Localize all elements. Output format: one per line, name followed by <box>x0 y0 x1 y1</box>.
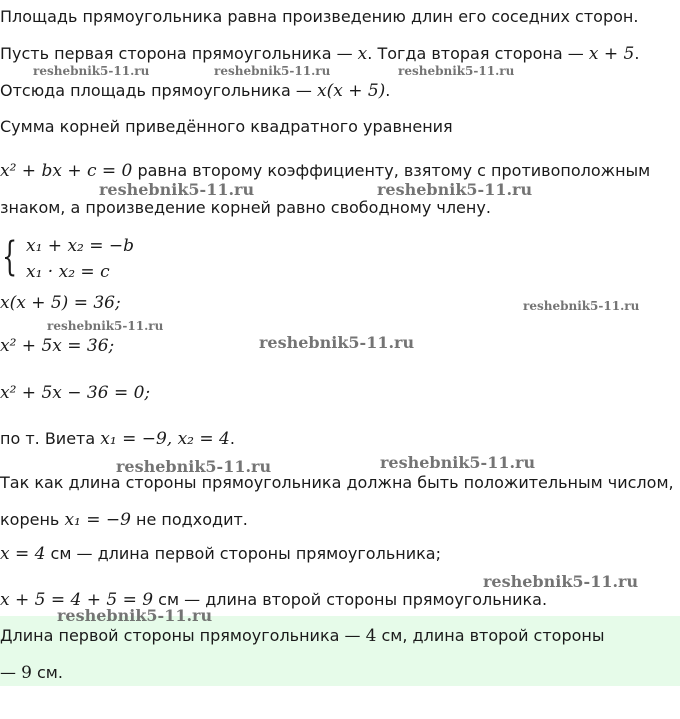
math-first-side: x = 4 <box>0 544 46 564</box>
math-roots: x₁ = −9, x₂ = 4 <box>100 429 230 449</box>
watermark: reshebnik5-11.ru <box>116 457 272 476</box>
math-equation-3: x² + 5x − 36 = 0; <box>0 383 151 403</box>
math-equation-1: x(x + 5) = 36; <box>0 293 121 313</box>
watermark: reshebnik5-11.ru <box>99 180 255 199</box>
text-fragment: корень <box>0 510 65 529</box>
text-fragment: см, длина второй стороны <box>376 626 605 645</box>
math-system-sum: x₁ + x₂ = −b <box>26 236 135 256</box>
text-line-vieta-intro: Сумма корней приведённого квадратного уравнения <box>0 117 453 136</box>
watermark: reshebnik5-11.ru <box>377 180 533 199</box>
math-rejected-root: x₁ = −9 <box>64 510 131 530</box>
text-line-positive: Так как длина стороны прямоугольника должна быть положительным числом, <box>0 473 674 492</box>
watermark: reshebnik5-11.ru <box>398 64 515 78</box>
text-line-area-rule: Площадь прямоугольника равна произведению длин его соседних сторон. <box>0 7 639 26</box>
text-fragment: равна второму коэффициенту, взятому с противоположным <box>132 161 651 180</box>
text-line-vieta-rule <box>0 160 650 182</box>
text-fragment: . <box>385 81 391 100</box>
text-fragment: — <box>0 663 22 682</box>
watermark: reshebnik5-11.ru <box>47 319 164 333</box>
text-line-area-expression <box>0 80 390 102</box>
watermark: reshebnik5-11.ru <box>214 64 331 78</box>
text-fragment: . <box>229 429 235 448</box>
text-fragment: . Тогда вторая сторона — <box>367 44 589 63</box>
text-line-sides <box>0 43 639 65</box>
math-quadratic: x² + bx + c = 0 <box>0 161 133 181</box>
watermark: reshebnik5-11.ru <box>523 299 640 313</box>
text-fragment: . <box>634 44 640 63</box>
system-brace: { <box>2 234 18 280</box>
text-fragment: Пусть первая сторона прямоугольника — <box>0 44 358 63</box>
math-second-side: x + 5 = 4 + 5 = 9 <box>0 590 154 610</box>
text-line-vieta-rule-2: знаком, а произведение корней равно свободному члену. <box>0 198 491 217</box>
math-equation-2: x² + 5x = 36; <box>0 336 115 356</box>
answer-line-2 <box>0 662 63 684</box>
math-system-product: x₁ · x₂ = c <box>26 262 110 282</box>
math-x: x <box>357 44 368 64</box>
math-answer-second: 9 <box>21 663 32 683</box>
text-fragment: см — длина второй стороны прямоугольника. <box>153 590 548 609</box>
text-line-first-side <box>0 543 441 565</box>
text-fragment: Длина первой стороны прямоугольника — <box>0 626 366 645</box>
watermark: reshebnik5-11.ru <box>380 453 536 472</box>
math-x-plus-5: x + 5 <box>588 44 635 64</box>
text-fragment: Отсюда площадь прямоугольника — <box>0 81 317 100</box>
watermark: reshebnik5-11.ru <box>57 606 213 625</box>
text-fragment: по т. Виета <box>0 429 101 448</box>
watermark: reshebnik5-11.ru <box>33 64 150 78</box>
text-line-reject-root <box>0 509 248 531</box>
math-answer-first: 4 <box>365 626 377 646</box>
math-area: x(x + 5) <box>316 81 386 101</box>
text-fragment: см. <box>31 663 63 682</box>
answer-line-1 <box>0 625 605 647</box>
text-fragment: не подходит. <box>130 510 248 529</box>
watermark: reshebnik5-11.ru <box>259 333 415 352</box>
text-fragment: см — длина первой стороны прямоугольника; <box>45 544 441 563</box>
text-line-vieta-result <box>0 428 235 450</box>
watermark: reshebnik5-11.ru <box>483 572 639 591</box>
